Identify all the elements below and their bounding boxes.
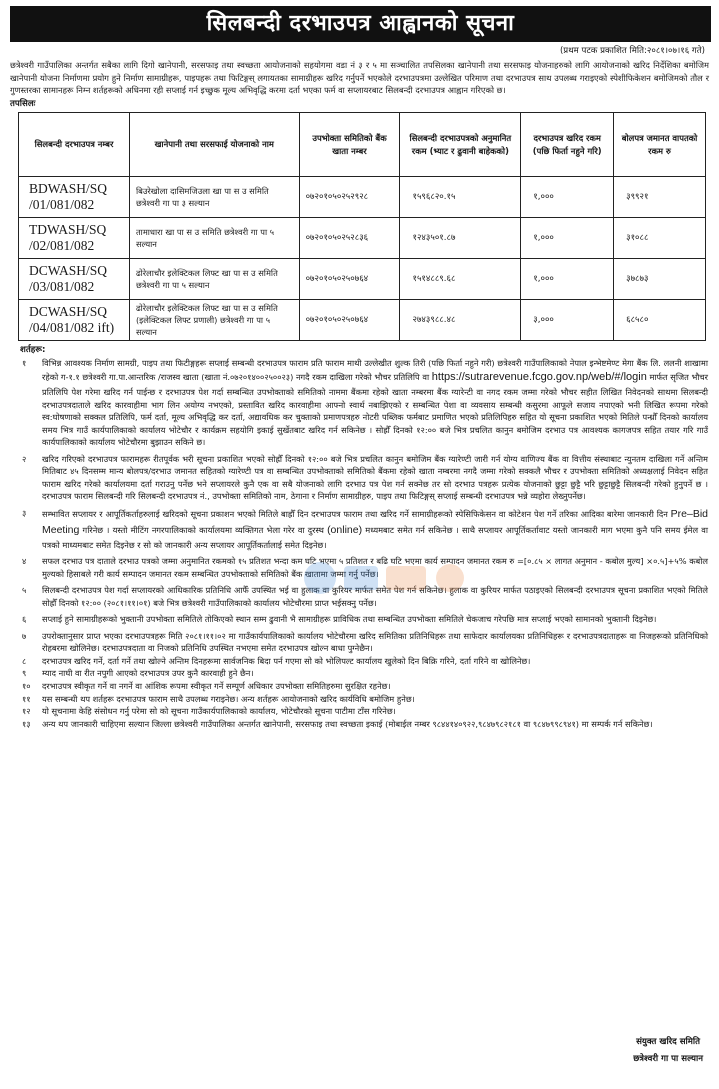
- condition-number: ४: [22, 556, 27, 567]
- condition-text: म्याद नाघी वा रीत नपुगी आएको दरभाउपत्र उपर कुनै कारवाही हुने छैन।: [42, 668, 254, 679]
- estimate-amount: २७४३९८८.४८: [400, 300, 521, 341]
- condition-text: सम्भावित सप्लायर र आपूर्तिकर्ताहरुलाई खरिदको सूचना प्रकाशन भएको मितिले बाह्रौँ दिन दरभाउपत्र फाराम तथा खरिद गर्ने सामाग्रीहरूको स्पेसिफिकेसन वा कोटेशन पेश गर्ने तरिका आदिका बारेमा जानकारी दिन Pre–Bid Meeting गरिनेछ । यस्तो मीटिंग नगरपालिकाको कार्यालयमा व्यक्तिगत भेला गरेर वा दुरस्थ (online) मध्यमबाट समेत गर्न सकिनेछ । साथै सप्लायर आपूर्तिकर्तावाट यस्तो जानकारी माग भएमा कुनै पनि समय ईमेल वा पत्रको माध्यमबाट समेत दिइनेछ र सो को जानकारी अन्य सप्लायर आपूर्तिकर्तालाई समेत दिइनेछ।: [42, 507, 708, 550]
- signature-block: [633, 1034, 703, 1067]
- bid-security: ३७८७३: [614, 259, 706, 300]
- condition-text: विभिन्न आवश्यक निर्माण सामग्री, पाइप तथा फिटीङ्गहरू सप्लाई सम्बन्धी दरभाउपत्र फाराम प्रति फाराम माथी उल्लेखीत शुल्क तिरी (पछि फिर्ता नहुने गरी) छत्रेश्वरी गाउँपालिकाको नेपाल इन्भेष्टमेण्ट मेगा बैंक लि. ललनी शाखामा रहेको ग-१.१ छत्रेश्वरी गा.पा.आन्तरिक /राजस्व खाता (खाता नं.०७२०१४००२५००२३) नगदै रकम दाखिला गरेको भौचर प्रतिलिपि वा https://sutrarevenue.fcgo.gov.np/web/#/login मार्फत सृजित भौचर प्रतिलिपि पेश गरेमा खरिद गर्न पाईन्छ र दरभाउपत्र पेश गर्दा सम्बन्धित उपभोक्ताको समितिको नाममा बैंकमा रहेको खाता नम्बरमा बैंक ग्यारेन्टी वा नगद रकम जम्मा गरेको भौचर सहीत लिखित निवेदनको साथमा सिलबन्दी दरभाउपत्रदाताले खरिद कारवाहीमा भाग लिन अयोग्य नभएको, प्रस्तावित खरिद कारवाहीमा आफ्नो स्वार्थ नबाझिएको र सम्बन्धित पेशा वा व्यवसाय सम्बन्धी कसुरमा आफूले सजाय नपाएको भनी लिखित रूपमा गरेको स्व:घोषणाको सक्कल प्रतिलिपि, फर्म दर्ता, मूल्य अभिवृद्धि कर दर्ता, अद्यावधिक कर चुक्ताको प्रमाणपत्रहरु नोटरी पब्लिक फर्मबाट प्रमाणित भएको प्रतिलिपिहरु सहित यो सूचना प्रकाशित भएको मितिले पन्ध्रौँ दिनको कार्यालय समय भित्र गाउँ कार्यपालिकाको कार्यालय भोटेचौर र कार्यक्रम सहयोगि इकाई सुर्खेतबाट खरिद गर्न सकिनेछ । सोह्रौँ दिनको १२:०० बजे भित्र प्रचलित कानुन बमोजिम दरभाउ पत्र आवश्यक कागजपत्र सहित तयार गरि गाउँ कार्यपालिकाको कार्यालय भोटेचौरमा बुझाउन सकिने छ।: [42, 357, 708, 448]
- header-estimate: सिलबन्दी दरभाउपत्रको अनुमानित रकम (भ्याट र ढुवानी बाहेकको): [400, 113, 521, 177]
- condition-text: सप्लाई हुने सामाग्रीहरूको भुक्तानी उपभोक्ता समितिले तोकिएको स्थान सम्म ढुवानी भै सामाग्रीहरू प्राविधिक तथा सम्बन्धित उपभोक्ता समितिले चेकजाच गरेपछि मात्र सप्लाई भएको सामानको भुक्तानी दिइनेछ।: [42, 614, 657, 625]
- purchase-fee: ३,०००: [521, 300, 614, 341]
- condition-number: १२: [22, 706, 31, 717]
- condition-item: [20, 613, 708, 626]
- condition-number: ९: [22, 668, 27, 679]
- condition-item: [20, 693, 708, 706]
- condition-item: [20, 357, 708, 449]
- bank-account: ०७२०१०५०२५२९२८: [299, 177, 400, 218]
- intro-paragraph: छत्रेश्वरी गाउँपालिका अन्तर्गत सबैका लागि दिगो खानेपानी, सरसफाइ तथा स्वच्छता आयोजनाको सहयोगमा वडा नं ३ र ५ मा सञ्चालित तपसिलका खानेपानी तथा सरसफाइ योजनाहरुको लागि आयोजनाको खरिद निर्देशिका बमोजिम खानेपानी योजना निर्माणमा प्रयोग हुने निर्माण सामाग्रीहरू, पाइपहरू तथा फिटिङ्गस् लगायतका सामाग्रीहरू खरिद गर्नुपर्ने भएकोले दरभाउपत्रमा उल्लेखित परिमाण तथा दरभाउपत्र साथ उपलब्ध गराइएको स्पेशीफिकेशन बमोजिमको तौल र गुणस्तरका सामानहरू निम्न शर्तहरूको अधिनमा रही सप्लाई गर्न इच्छुक मूल्य अभिवृद्धि करमा दर्ता भएका फर्म वा सप्लायरबाट सिलबन्दी दरभाउपत्र आह्वान गरिएको छ।: [10, 60, 709, 96]
- bank-account: ०७२०१०५०२५२८३६: [299, 218, 400, 259]
- condition-number: ८: [22, 655, 27, 666]
- condition-number: २: [22, 453, 27, 464]
- signature-office: छत्रेश्वरी गा पा सल्यान: [633, 1053, 703, 1064]
- bid-security: ६८५८०: [614, 300, 706, 341]
- condition-number: ३: [22, 507, 27, 518]
- estimate-amount: १२४३५०१.८७: [400, 218, 521, 259]
- table-row: [19, 300, 706, 341]
- condition-text: दरभाउपत्र खरिद गर्ने, दर्ता गर्ने तथा खोल्ने अन्तिम दिनहरूमा सार्वजनिक बिदा पर्न गएमा सो को भोलिपल्ट कार्यालय खुलेको दिन बिक्रि गरिने, दर्ता गरिने वा खोलिनेछ।: [42, 655, 531, 666]
- condition-number: ६: [22, 614, 27, 625]
- scheme-name: बिउरेखोला दासिमजिउला खा पा स उ समिति छत्रेश्वरी गा पा ३ सल्यान: [129, 177, 299, 218]
- purchase-fee: १,०००: [521, 259, 614, 300]
- details-label: तपसिलः: [10, 98, 36, 109]
- pre-bid-meeting-term: Pre–Bid Meeting: [42, 507, 708, 536]
- condition-item: [20, 630, 708, 655]
- conditions-list: [20, 357, 708, 730]
- condition-number: ७: [22, 630, 27, 641]
- purchase-fee: १,०००: [521, 177, 614, 218]
- condition-item: [20, 555, 708, 580]
- scheme-name: तामाधारा खा पा स उ समिति छत्रेश्वरी गा पा ५ सल्यान: [129, 218, 299, 259]
- condition-text: सफल दरभाउ पत्र दाताले दरभाउ पत्रको जम्मा अनुमानित रकमको १५ प्रतिशत भन्दा कम घटि भएमा ५ प्रतिशत र बढि घटि भएमा कार्य सम्पादन जमानत रकम रु =[०.८५ × लागत अनुमान - कबोल मुल्य] ×०.५]+५% कबोल मुल्यको हिसाबले गरी कार्य सम्पादन जमानत रकम सम्बन्धित उपभोक्ताको समितिको बैंक खातामा जम्मा गर्नु पर्नेछ।: [42, 556, 708, 579]
- purchase-fee: १,०००: [521, 218, 614, 259]
- header-tender-number: सिलबन्दी दरभाउपत्र नम्बर: [19, 113, 130, 177]
- header-scheme-name: खानेपानी तथा सरसफाई योजनाको नाम: [129, 113, 299, 177]
- condition-text: खरिद गरिएको दरभाउपत्र फारामहरू रीतपूर्वक भरी सूचना प्रकाशित भएको सोह्रौँ दिनको १२:०० बजे भित्र प्रचलित कानुन बमोजिम बैंक ग्यारेण्टी जारी गर्न योग्य वाणिज्य बैंक वा वित्तीय संस्थाबाट न्युनतम दाखिला गर्ने अन्तिम मितिबाट ४५ दिनसम्म मान्य बोलपत्र/दरभाउ जमानत सहितको ग्यारेण्टी पत्र वा सम्बन्धित उपभोक्ताको समितिको बैंकमा रहेको खाता नम्बरमा नगदै जम्मा गरेको सक्कलै भौचर र उपभोक्ता समितिको अध्यक्षलाई निवेदन सहित फाराम खरिद गरेको कार्यालयमा दर्ता गराउनु पर्नेछ भने सप्लायरले कुनै एक वा सबै योजनाको लागि दरभाउ पत्र पेश गर्न सक्नेछ तर सो दरभाउ पत्रहरू प्रत्येक योजनाको छुट्टा छुट्टै भरि छुट्टाछुट्टै सिलबन्दी गरेको हुनुपर्ने छ । दरभाउपत्र फाराम सिलबन्दी गरि सिलबन्दी दरभाउपत्र नं., उपभोक्ता समितिको नाम, ठेगाना र निर्माण सामाग्रीहरु, पाइप तथा फिटिङ्गस् सप्लाई सम्बन्धी दरभाउपत्र भन्ने व्यहोरा लेख्नुपर्नेछ।: [42, 453, 708, 502]
- signature-committee: संयुक्त खरिद समिति: [636, 1037, 701, 1048]
- table-row: [19, 218, 706, 259]
- condition-number: १: [22, 357, 27, 368]
- estimate-amount: १५९६८२०.१५: [400, 177, 521, 218]
- condition-text: सिलबन्दी दरभाउपत्र पेश गर्दा सप्लायरको आधिकारिक प्रतिनिधि आफैँ उपस्थित भई वा हुलाक वा कुरियर मार्फत समेत पेश गर्न सकिनेछ। हुलाक वा कुरियर मार्फत पठाइएको सिलबन्दी दरभाउपत्र सूचना प्रकाशित भएको मितिले सोह्रौँ दिनको १२:०० (२०८१।११।०१) बजे भित्र छत्रेश्वरी गाउँपालिकाको कार्यालय भोटेचौरमा प्राप्त भईसक्नु पर्नेछ।: [42, 585, 708, 608]
- header-bank-account: उपभोक्ता समितिको बैंक खाता नम्बर: [299, 113, 400, 177]
- scheme-name: ढोरेलाचौर इलेक्टिकल लिफ्ट खा पा स उ समिति छत्रेश्वरी गा पा ५ सल्यान: [129, 259, 299, 300]
- condition-item: [20, 680, 708, 693]
- bid-security: ३९९२१: [614, 177, 706, 218]
- tender-number: TDWASH/SQ /02/081/082: [19, 218, 130, 259]
- condition-item: [20, 667, 708, 680]
- condition-item: [20, 718, 708, 731]
- condition-item: [20, 655, 708, 668]
- revenue-portal-link[interactable]: https://sutrarevenue.fcgo.gov.np/web/#/login: [431, 371, 647, 384]
- scheme-name: ढोरेलाचौर इलेक्टिकल लिफ्ट खा पा स उ समिति (इलेक्टिकल लिफ्ट प्रणाली) छत्रेश्वरी गा पा ५ सल्यान: [129, 300, 299, 341]
- publication-date: (प्रथम पटक प्रकाशित मिति:२०८१।०७।१६ गते): [559, 46, 705, 56]
- condition-text: यो सूचनामा केहि संसोधन गर्नु परेमा सो को सूचना गाउँकार्यपालिकाको कार्यालय, भोटेचौरको सूचना पाटीमा टाँस गरिनेछ।: [42, 706, 396, 717]
- condition-text: अन्य थप जानकारी चाहिएमा सल्यान जिल्ला छत्रेश्वरी गाउँपालिका अन्तर्गत खानेपानी, सरसफाइ तथा स्वच्छता इकाई (मोबाईल नम्बर ९८४४१४०९२२,९८४७९८२१८१ वा ९८४७९९८९४१) मा सम्पर्क गर्न सकिनेछ।: [42, 718, 653, 729]
- table-row: [19, 259, 706, 300]
- condition-number: ५: [22, 585, 27, 596]
- condition-item: [20, 507, 708, 551]
- header-purchase-fee: दरभाउपत्र खरिद रकम (पछि फिर्ता नहुने गरि): [521, 113, 614, 177]
- table-header-row: [19, 113, 706, 177]
- condition-item: [20, 705, 708, 718]
- condition-text: उपरोक्तानुसार प्राप्त भएका दरभाउपत्रहरू मिति २०८१।११।०२ मा गाउँकार्यपालिकाको कार्यालय भोटेचौरमा खरिद समितिका प्रतिनिधिहरू तथा साफेदार कार्यालयका प्रतिनिधिहरू र दरभाउपत्रदाताहरू वा निजहरूको प्रतिनिधिको रोहबरमा खोलिनेछ। दरभाउपत्रदाता वा निजको प्रतिनिधि उपस्थित नभएमा समेत दरभाउपत्र खोल्न बाधा पुग्नेछैन।: [42, 630, 708, 654]
- bank-account: ०७२०१०५०२५०७६४: [299, 300, 400, 341]
- tender-number: DCWASH/SQ /04/081/082 ift): [19, 300, 130, 341]
- condition-text: दरभाउपत्र स्वीकृत गर्ने वा नगर्ने वा आंशिक रूपमा स्वीकृत गर्ने सम्पूर्ण अधिकार उपभोक्ता समितिहरुमा सुरक्षित रहनेछ।: [42, 680, 391, 691]
- estimate-amount: १५१४८८९.६८: [400, 259, 521, 300]
- header-bid-security: बोलपत्र जमानत वापतको रकम रु: [614, 113, 706, 177]
- condition-number: ११: [22, 693, 31, 704]
- tender-number: DCWASH/SQ /03/081/082: [19, 259, 130, 300]
- condition-text: यस सम्बन्धी थप शर्तहरू दरभाउपत्र फाराम साथै उपलब्ध गराइनेछ। अन्य शर्तहरू आयोजनाको खरिद कार्यविधि बमोजिम हुनेछ।: [42, 693, 415, 704]
- conditions-heading: शर्तहरू:: [20, 345, 46, 356]
- online-term: (online): [327, 523, 363, 536]
- condition-number: १०: [22, 680, 31, 691]
- condition-item: [20, 453, 708, 503]
- tender-number: BDWASH/SQ /01/081/082: [19, 177, 130, 218]
- tender-table: [18, 112, 706, 341]
- condition-item: [20, 584, 708, 609]
- table-row: [19, 177, 706, 218]
- notice-title: सिलबन्दी दरभाउपत्र आह्वानको सूचना: [10, 6, 711, 42]
- condition-number: १३: [22, 718, 31, 729]
- bank-account: ०७२०१०५०२५०७६४: [299, 259, 400, 300]
- bid-security: ३१०८८: [614, 218, 706, 259]
